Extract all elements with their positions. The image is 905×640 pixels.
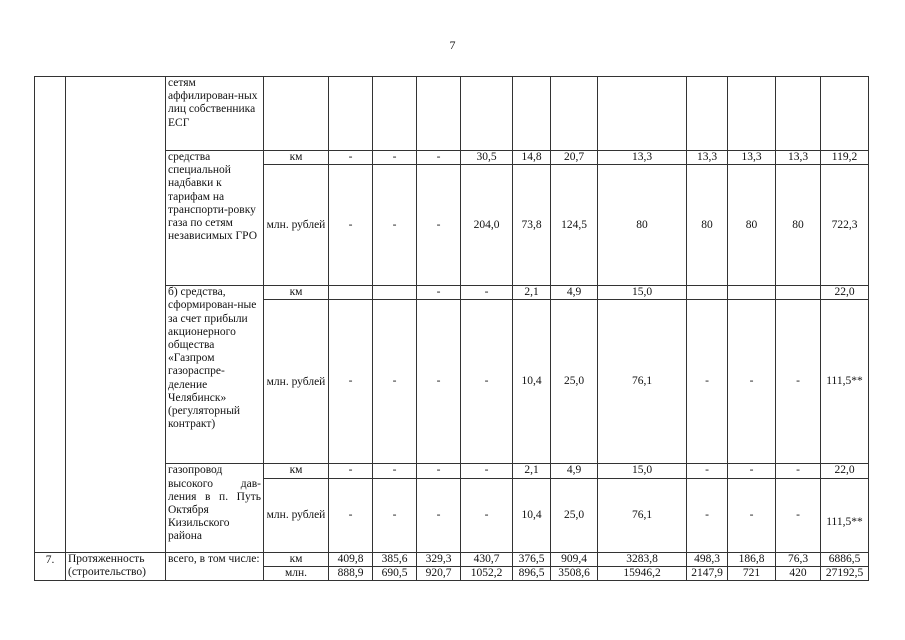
value-cell: 14,8 [513, 151, 551, 165]
value-cell [373, 286, 417, 300]
value-cell: - [776, 300, 821, 464]
value-cell: 498,3 [687, 552, 728, 566]
value-cell: - [776, 478, 821, 552]
value-cell: - [329, 165, 373, 286]
row-description: всего, в том числе: [166, 552, 264, 580]
row-name: Протяженность (строительство) [66, 552, 166, 580]
value-cell: 76,3 [776, 552, 821, 566]
value-cell: 420 [776, 566, 821, 580]
value-cell: 896,5 [513, 566, 551, 580]
value-cell: 80 [687, 165, 728, 286]
value-cell: 690,5 [373, 566, 417, 580]
value-cell: - [373, 300, 417, 464]
value-cell: 329,3 [417, 552, 461, 566]
value-cell: - [417, 478, 461, 552]
value-cell: 430,7 [461, 552, 513, 566]
unit-cell: млн. рублей [264, 300, 329, 464]
value-cell [728, 286, 776, 300]
value-cell: 13,3 [687, 151, 728, 165]
cell-empty [35, 77, 66, 553]
value-cell: - [461, 478, 513, 552]
unit-cell: млн. рублей [264, 478, 329, 552]
value-cell: 721 [728, 566, 776, 580]
value-cell: - [687, 464, 728, 478]
value-cell: - [329, 151, 373, 165]
value-cell: - [728, 478, 776, 552]
value-cell: 15,0 [598, 286, 687, 300]
row-description: газопровод высокого дав-ления в п. Путь Октября Кизильского района [166, 464, 264, 552]
value-cell: - [329, 464, 373, 478]
value-cell: 920,7 [417, 566, 461, 580]
value-cell: 13,3 [728, 151, 776, 165]
value-cell: - [329, 300, 373, 464]
value-cell: 25,0 [551, 300, 598, 464]
value-cell: 13,3 [776, 151, 821, 165]
value-cell: - [417, 464, 461, 478]
value-cell: - [687, 478, 728, 552]
row-description: б) средства, сформирован-ные за счет прибыли акционерного общества «Газпром газораспре-деление Челябинск» (регуляторный контракт) [166, 286, 264, 464]
value-cell: 76,1 [598, 478, 687, 552]
unit-cell: км [264, 464, 329, 478]
total-cell: 111,5** [821, 300, 869, 464]
value-cell: 204,0 [461, 165, 513, 286]
unit-cell: км [264, 286, 329, 300]
value-cell: - [728, 300, 776, 464]
value-cell: - [373, 165, 417, 286]
value-cell: 10,4 [513, 300, 551, 464]
value-cell: 2,1 [513, 286, 551, 300]
value-cell: - [417, 300, 461, 464]
value-cell: 73,8 [513, 165, 551, 286]
value-cell: 76,1 [598, 300, 687, 464]
value-cell: 15,0 [598, 464, 687, 478]
row-description: средства специальной надбавки к тарифам на транспорти-ровку газа по сетям независимых ГРО [166, 151, 264, 286]
unit-cell: км [264, 151, 329, 165]
value-cell: 20,7 [551, 151, 598, 165]
value-cell: - [417, 286, 461, 300]
table-row [35, 552, 869, 566]
value-cell: 385,6 [373, 552, 417, 566]
value-cell: - [461, 464, 513, 478]
table-body [35, 77, 869, 581]
value-cell: 80 [776, 165, 821, 286]
value-cell: 10,4 [513, 478, 551, 552]
row-description: сетям аффилирован-ных лиц собственника ЕСГ [166, 77, 264, 151]
total-cell: 22,0 [821, 464, 869, 478]
value-cell: - [373, 478, 417, 552]
row-number: 7. [35, 552, 66, 580]
value-cell: - [417, 165, 461, 286]
value-cell [776, 286, 821, 300]
value-cell: 2,1 [513, 464, 551, 478]
value-cell: - [728, 464, 776, 478]
total-cell: 22,0 [821, 286, 869, 300]
value-cell: 80 [728, 165, 776, 286]
value-cell: - [373, 151, 417, 165]
unit-cell: км [264, 552, 329, 566]
total-cell: 111,5** [821, 478, 869, 552]
value-cell: - [417, 151, 461, 165]
unit-cell: млн. рублей [264, 165, 329, 286]
cell-empty [66, 77, 166, 553]
value-cell: 4,9 [551, 286, 598, 300]
data-table [34, 76, 869, 581]
value-cell: 409,8 [329, 552, 373, 566]
value-cell: 3508,6 [551, 566, 598, 580]
value-cell: 888,9 [329, 566, 373, 580]
value-cell: 376,5 [513, 552, 551, 566]
value-cell: - [776, 464, 821, 478]
value-cell: - [329, 478, 373, 552]
value-cell: 13,3 [598, 151, 687, 165]
unit-cell: млн. [264, 566, 329, 580]
page-number: 7 [449, 38, 456, 52]
value-cell: 30,5 [461, 151, 513, 165]
total-cell: 27192,5 [821, 566, 869, 580]
value-cell: 15946,2 [598, 566, 687, 580]
value-cell: - [373, 464, 417, 478]
value-cell: 4,9 [551, 464, 598, 478]
value-cell [687, 286, 728, 300]
value-cell: 124,5 [551, 165, 598, 286]
value-cell: - [687, 300, 728, 464]
value-cell: 25,0 [551, 478, 598, 552]
total-cell: 119,2 [821, 151, 869, 165]
value-cell: 909,4 [551, 552, 598, 566]
total-cell: 6886,5 [821, 552, 869, 566]
table-row [35, 77, 869, 151]
value-cell: 3283,8 [598, 552, 687, 566]
value-cell: 80 [598, 165, 687, 286]
value-cell: - [461, 286, 513, 300]
value-cell: 2147,9 [687, 566, 728, 580]
value-cell [329, 286, 373, 300]
value-cell: - [461, 300, 513, 464]
total-cell: 722,3 [821, 165, 869, 286]
value-cell: 186,8 [728, 552, 776, 566]
value-cell: 1052,2 [461, 566, 513, 580]
